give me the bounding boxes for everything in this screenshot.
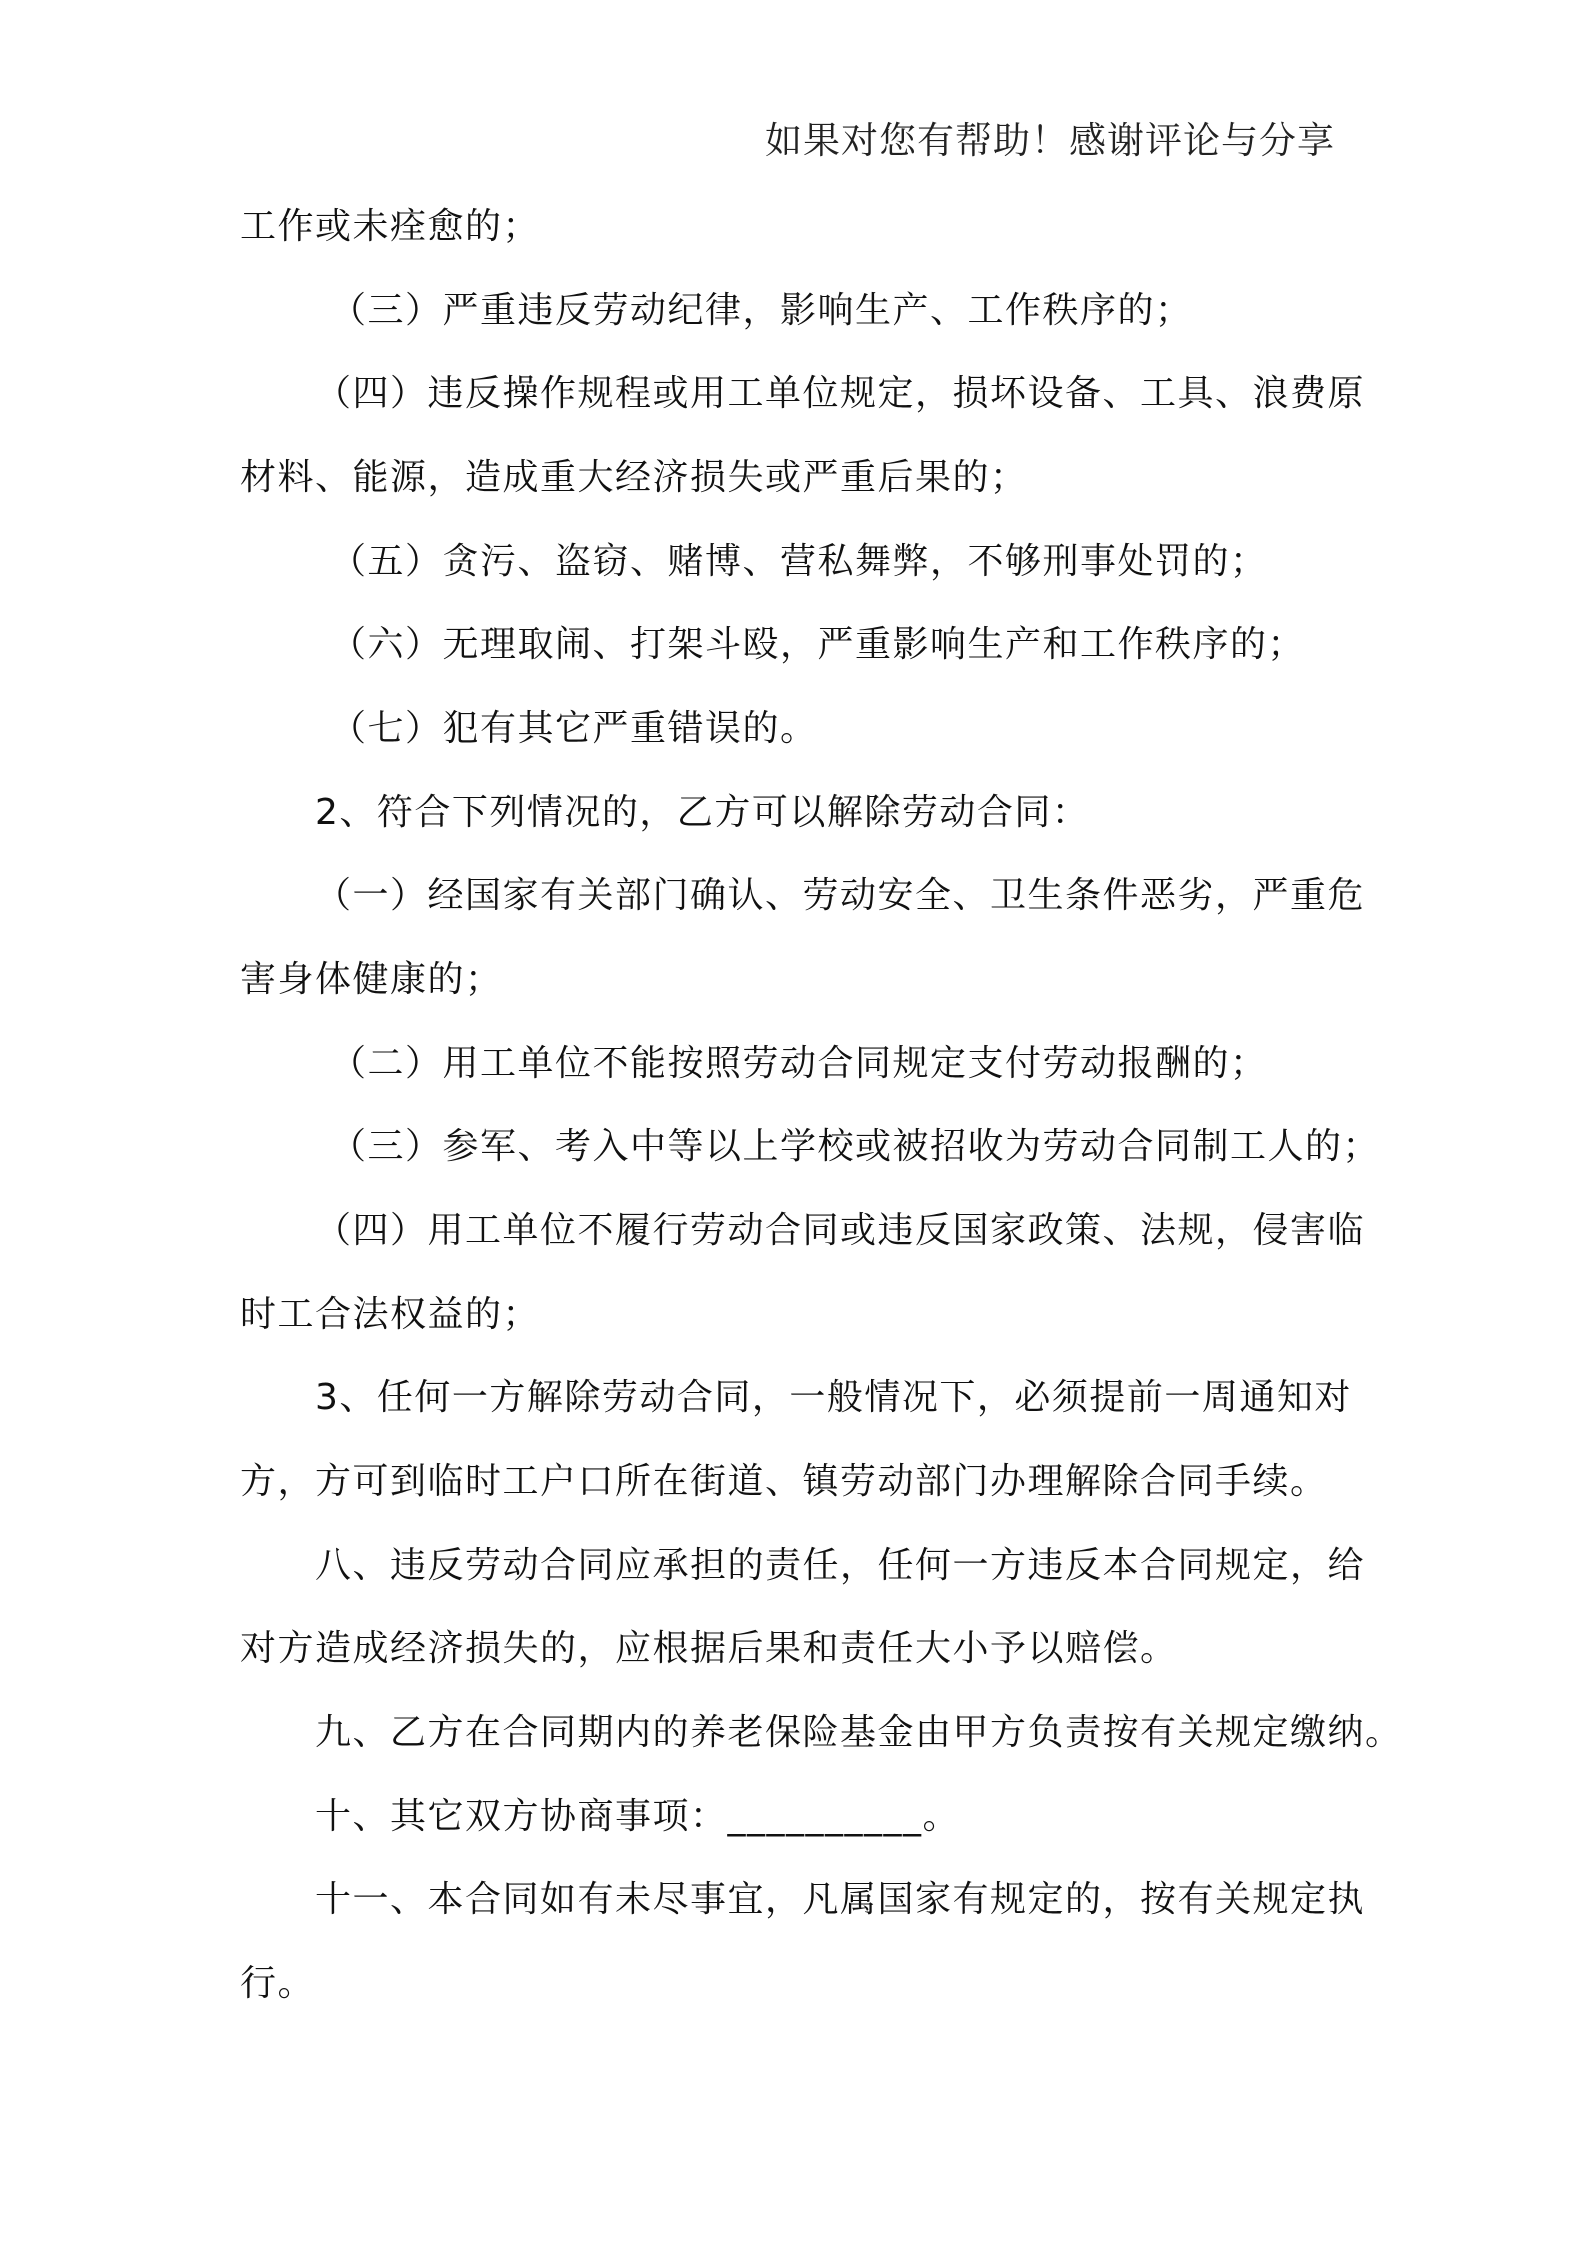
paragraph-line: （七）犯有其它严重错误的。: [330, 708, 818, 749]
header-note: 如果对您有帮助！感谢评论与分享: [765, 119, 1335, 162]
paragraph-line: 2、符合下列情况的，乙方可以解除劳动合同：: [315, 792, 1090, 833]
paragraph-line: 材料、能源，造成重大经济损失或严重后果的；: [240, 457, 1028, 498]
paragraph-line: 十一、本合同如有未尽事宜，凡属国家有规定的，按有关规定执: [315, 1879, 1366, 1920]
paragraph-line: （三）参军、考入中等以上学校或被招收为劳动合同制工人的；: [330, 1126, 1381, 1167]
paragraph-line: （四）违反操作规程或用工单位规定，损坏设备、工具、浪费原: [315, 373, 1366, 414]
paragraph-line: 害身体健康的；: [240, 959, 503, 1000]
paragraph-line: 方，方可到临时工户口所在街道、镇劳动部门办理解除合同手续。: [240, 1461, 1328, 1502]
paragraph-line: （二）用工单位不能按照劳动合同规定支付劳动报酬的；: [330, 1043, 1268, 1084]
paragraph-line: 工作或未痊愈的；: [240, 206, 541, 247]
paragraph-line: 时工合法权益的；: [240, 1294, 541, 1335]
paragraph-line: 九、乙方在合同期内的养老保险基金由甲方负责按有关规定缴纳。: [315, 1712, 1403, 1753]
paragraph-line: （四）用工单位不履行劳动合同或违反国家政策、法规，侵害临: [315, 1210, 1366, 1251]
paragraph-line: 3、任何一方解除劳动合同，一般情况下，必须提前一周通知对: [315, 1377, 1352, 1418]
paragraph-line: 八、违反劳动合同应承担的责任，任何一方违反本合同规定，给: [315, 1545, 1366, 1586]
paragraph-line: 行。: [240, 1963, 316, 2004]
paragraph-line: 十、其它双方协商事项：__________。: [315, 1796, 961, 1837]
paragraph-line: （五）贪污、盗窃、赌博、营私舞弊，不够刑事处罚的；: [330, 541, 1268, 582]
paragraph-line: 对方造成经济损失的，应根据后果和责任大小予以赔偿。: [240, 1628, 1178, 1669]
paragraph-line: （一）经国家有关部门确认、劳动安全、卫生条件恶劣，严重危: [315, 875, 1366, 916]
paragraph-line: （六）无理取闹、打架斗殴，严重影响生产和工作秩序的；: [330, 624, 1306, 665]
paragraph-line: （三）严重违反劳动纪律，影响生产、工作秩序的；: [330, 290, 1193, 331]
